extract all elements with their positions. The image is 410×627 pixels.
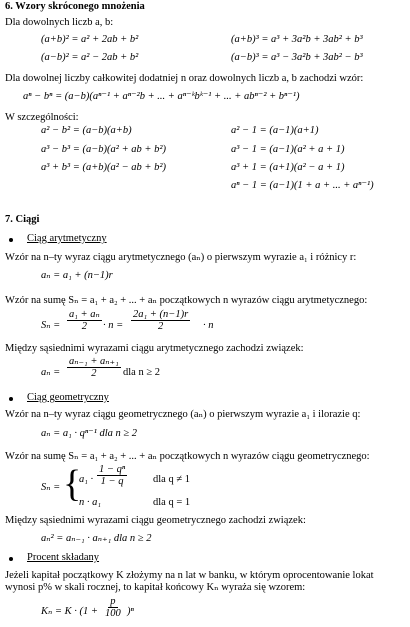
bullet-icon xyxy=(9,238,13,242)
arithmetic-sum-text: Wzór na sumę Sₙ = a₁ + a₂ + ... + aₙ początkowych n wyrazów ciągu arytmetycznego: xyxy=(5,295,368,306)
compound-interest-suffix: )ⁿ xyxy=(127,606,134,617)
geometric-case-1-condition: dla q ≠ 1 xyxy=(153,474,190,485)
geometric-case-1-prefix: a₁ · xyxy=(79,474,94,485)
arithmetic-nth-text: Wzór na n–ty wyraz ciągu arytmetycznego (aₙ) o pierwszym wyrazie a₁ i różnicy r: xyxy=(5,252,357,263)
fraction-numerator: a₁ + aₙ xyxy=(69,309,100,320)
formula-cube-sum: (a+b)³ = a³ + 3a²b + 3ab² + b³ xyxy=(231,34,363,45)
compound-interest-text-1: Jeżeli kapitał początkowy K złożymy na n lat w banku, w którym oprocentowanie lokat xyxy=(5,570,374,581)
section-6-title: 6. Wzory skróconego mnożenia xyxy=(5,1,145,12)
arithmetic-relation-text: Między sąsiednimi wyrazami ciągu arytmetycznego zachodzi związek: xyxy=(5,343,304,354)
arithmetic-nth-formula: aₙ = a₁ + (n−1)r xyxy=(41,270,113,281)
fraction-numerator: p xyxy=(110,596,116,607)
formula-cube-diff: (a−b)³ = a³ − 3a²b + 3ab² − b³ xyxy=(231,52,363,63)
geometric-sum-text: Wzór na sumę Sₙ = a₁ + a₂ + ... + aₙ początkowych n wyrazów ciągu geometrycznego: xyxy=(5,451,370,462)
arithmetic-sum-fraction-2 xyxy=(131,309,190,332)
fraction-numerator: 1 − qⁿ xyxy=(99,464,126,475)
geometric-case-2-condition: dla q = 1 xyxy=(153,497,191,508)
formula-square-diff: (a−b)² = a² − 2ab + b² xyxy=(41,52,139,63)
arithmetic-sum-mult: · n = xyxy=(103,320,124,331)
section-7-title: 7. Ciągi xyxy=(5,214,40,225)
arithmetic-sum-mult-n: · n xyxy=(203,320,214,331)
geometric-case-2: n · a₁ xyxy=(79,497,102,508)
geometric-sum-label: Sₙ = xyxy=(41,482,61,493)
fraction-denominator: 2 xyxy=(91,368,97,379)
bullet-icon xyxy=(9,557,13,561)
arithmetic-sum-label: Sₙ = xyxy=(41,320,61,331)
compound-interest-heading: Procent składany xyxy=(27,552,100,563)
geometric-nth-text: Wzór na n–ty wyraz ciągu geometrycznego (aₙ) o pierwszym wyrazie a₁ i ilorazie q: xyxy=(5,409,361,420)
arithmetic-sum-fraction-1 xyxy=(67,309,102,332)
special-1-right: a² − 1 = (a−1)(a+1) xyxy=(231,125,319,136)
arithmetic-relation-condition: dla n ≥ 2 xyxy=(123,367,160,378)
formula-power-diff: aⁿ − bⁿ = (a−b)(aⁿ⁻¹ + aⁿ⁻²b + ... + aⁿ⁻ᵏbᵏ⁻¹ + ... + abⁿ⁻² + bⁿ⁻¹) xyxy=(23,91,300,102)
fraction-denominator: 2 xyxy=(81,321,87,332)
fraction-denominator: 1 − q xyxy=(100,476,124,487)
arithmetic-relation-fraction xyxy=(67,356,121,379)
special-1-left: a² − b² = (a−b)(a+b) xyxy=(41,125,132,136)
geometric-relation-formula: aₙ² = aₙ₋₁ · aₙ₊₁ dla n ≥ 2 xyxy=(41,533,152,544)
fraction-numerator: 2a₁ + (n−1)r xyxy=(133,309,189,320)
special-cases-label: W szczególności: xyxy=(5,112,79,123)
special-3-left: a³ + b³ = (a+b)(a² − ab + b²) xyxy=(41,162,167,173)
compound-interest-fraction xyxy=(103,596,123,619)
arithmetic-relation-label: aₙ = xyxy=(41,367,61,378)
compound-interest-text-2: wynosi p% w skali rocznej, to kapitał końcowy Kₙ wyraża się wzorem: xyxy=(5,582,306,593)
bullet-icon xyxy=(9,397,13,401)
geometric-case-1-fraction xyxy=(97,464,127,487)
left-brace-icon: { xyxy=(63,463,82,505)
fraction-denominator: 2 xyxy=(157,321,164,332)
arithmetic-heading: Ciąg arytmetyczny xyxy=(27,233,107,244)
special-2-left: a³ − b³ = (a−b)(a² + ab + b²) xyxy=(41,144,167,155)
section-6-intro2: Dla dowolnej liczby całkowitej dodatniej n oraz dowolnych liczb a, b zachodzi wzór: xyxy=(5,73,364,84)
special-4-right: aⁿ − 1 = (a−1)(1 + a + ... + aⁿ⁻¹) xyxy=(231,180,374,191)
compound-interest-prefix: Kₙ = K · (1 + xyxy=(41,606,98,617)
formula-sheet-page xyxy=(5,0,405,627)
special-3-right: a³ + 1 = (a+1)(a² − a + 1) xyxy=(231,162,345,173)
fraction-denominator: 100 xyxy=(105,608,121,619)
special-2-right: a³ − 1 = (a−1)(a² + a + 1) xyxy=(231,144,345,155)
geometric-relation-text: Między sąsiednimi wyrazami ciągu geometrycznego zachodzi związek: xyxy=(5,515,306,526)
section-6-intro: Dla dowolnych liczb a, b: xyxy=(5,17,114,28)
formula-square-sum: (a+b)² = a² + 2ab + b² xyxy=(41,34,139,45)
fraction-numerator: aₙ₋₁ + aₙ₊₁ xyxy=(69,356,119,367)
geometric-nth-formula: aₙ = a₁ · qⁿ⁻¹ dla n ≥ 2 xyxy=(41,428,138,439)
geometric-heading: Ciąg geometryczny xyxy=(27,392,109,403)
